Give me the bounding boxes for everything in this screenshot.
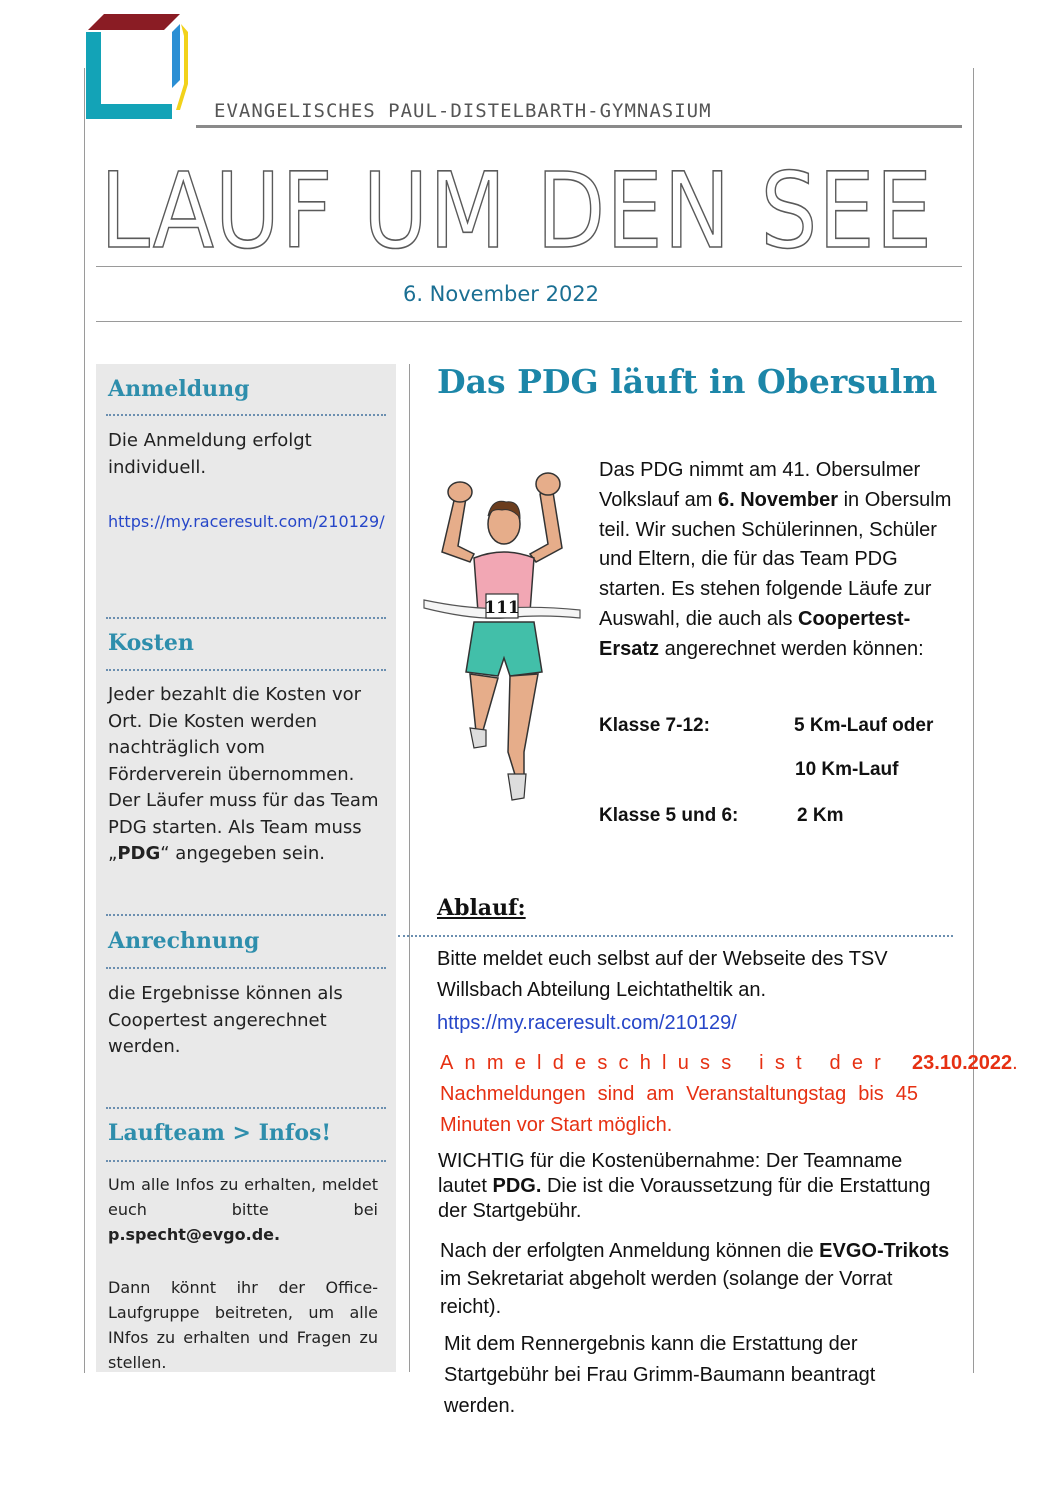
anmeldung-link-text[interactable]: https://my.raceresult.com/210129/ bbox=[108, 512, 385, 531]
laufteam-text-part: Um alle Infos zu erhalten, meldet euch bitte bei bbox=[108, 1175, 378, 1219]
intro-text-part: Das PDG nimmt am 41. Obersulmer Volkslauf am bbox=[599, 459, 921, 511]
kosten-text-bold: PDG bbox=[117, 843, 161, 864]
deadline-line bbox=[440, 1048, 1018, 1079]
header-rule bbox=[196, 125, 962, 128]
trikots-text-bold: EVGO-Trikots bbox=[819, 1240, 950, 1262]
ablauf-heading: Ablauf: bbox=[437, 895, 526, 921]
erstattung-text: Mit dem Rennergebnis kann die Erstattung der Startgebühr bei Frau Grimm-Baumann beantragt werden. bbox=[444, 1333, 876, 1417]
anmeldung-text: Die Anmeldung erfolgt individuell. bbox=[108, 430, 312, 478]
event-date: 6. November 2022 bbox=[402, 282, 600, 306]
race-klasse: Klasse 5 und 6: bbox=[599, 805, 739, 826]
race-klasse: Klasse 7-12: bbox=[599, 715, 710, 736]
dotted-divider bbox=[106, 967, 386, 969]
race-distance: 2 Km bbox=[797, 805, 844, 826]
runner-bib-number: 111 bbox=[484, 598, 520, 618]
dotted-divider bbox=[106, 1160, 386, 1162]
kosten-text-part: “ angegeben sein. bbox=[160, 843, 325, 864]
main-heading: Das PDG läuft in Obersulm bbox=[437, 362, 938, 401]
race-distance: 5 Km-Lauf oder bbox=[794, 715, 934, 736]
deadline-label: Anmeldeschluss ist der bbox=[440, 1052, 893, 1074]
sidebar-heading-kosten: Kosten bbox=[108, 630, 194, 656]
dotted-divider bbox=[106, 617, 386, 619]
trikots-text bbox=[440, 1237, 950, 1321]
frame-right-line bbox=[973, 68, 974, 1373]
column-divider bbox=[409, 364, 410, 1372]
ablauf-link-text[interactable]: https://my.raceresult.com/210129/ bbox=[437, 1012, 737, 1034]
wichtig-text-part: Die ist die Voraussetzung für die Erstattung der Startgebühr. bbox=[438, 1175, 931, 1222]
dotted-divider bbox=[106, 669, 386, 671]
dotted-divider bbox=[106, 1107, 386, 1109]
anmeldung-link[interactable] bbox=[108, 509, 384, 536]
dotted-divider bbox=[106, 914, 386, 916]
dotted-divider bbox=[106, 414, 386, 416]
laufteam-text-2: Dann könnt ihr der Office-Laufgruppe beitreten, um alle INfos zu erhalten und Fragen zu stellen. bbox=[108, 1278, 378, 1372]
page-title-text: LAUF UM DEN SEE bbox=[100, 150, 933, 272]
race-distance: 10 Km-Lauf bbox=[795, 759, 899, 780]
intro-text-bold: Coopertest-Ersatz bbox=[599, 607, 911, 660]
intro-text-bold: 6. November bbox=[717, 488, 839, 511]
sidebar-heading-laufteam: Laufteam > Infos! bbox=[108, 1120, 332, 1146]
wichtig-text-part: WICHTIG für die Kostenübernahme: Der Teamname lautet bbox=[438, 1150, 903, 1197]
ablauf-text: Bitte meldet euch selbst auf der Webseite des TSV Willsbach Abteilung Leichtatheltik an. bbox=[437, 948, 888, 1001]
sidebar-heading-anrechnung: Anrechnung bbox=[108, 928, 260, 954]
page-title bbox=[100, 150, 933, 272]
laufteam-email[interactable]: p.specht@evgo.de. bbox=[108, 1225, 281, 1244]
school-name: EVANGELISCHES PAUL-DISTELBARTH-GYMNASIUM bbox=[214, 100, 712, 122]
frame-left-line bbox=[84, 68, 85, 1373]
intro-text-part: in Obersulm teil. Wir suchen Schülerinnen, Schüler und Eltern, die für das Team PDG starten. Es stehen folgende Läufe zur Auswahl, die auch als bbox=[599, 488, 952, 630]
runner-illustration-icon bbox=[412, 462, 587, 807]
title-rule-bottom bbox=[96, 321, 962, 322]
kosten-text-part: Jeder bezahlt die Kosten vor Ort. Die Kosten werden nachträglich vom Förderverein übernommen. Der Läufer muss für das Team PDG starten. Als Team muss „ bbox=[108, 684, 379, 864]
deadline-date: 23.10.2022 bbox=[912, 1052, 1013, 1074]
intro-text bbox=[599, 456, 959, 665]
anrechnung-text: die Ergebnisse können als Coopertest angerechnet werden. bbox=[108, 983, 343, 1057]
sidebar-heading-anmeldung: Anmeldung bbox=[108, 376, 250, 402]
ablauf-link[interactable] bbox=[437, 1008, 737, 1039]
school-logo-icon bbox=[84, 10, 196, 122]
wichtig-text-bold: PDG. bbox=[492, 1175, 542, 1197]
kosten-text bbox=[108, 682, 384, 868]
laufteam-text bbox=[108, 1172, 378, 1247]
dotted-divider bbox=[398, 935, 953, 937]
deadline-period: . bbox=[1012, 1052, 1018, 1074]
intro-text-part: angerechnet werden können: bbox=[659, 637, 924, 660]
trikots-text-part: Nach der erfolgten Anmeldung können die bbox=[440, 1240, 820, 1262]
late-registration-text: Nachmeldungen sind am Veranstaltungstag bis 45 Minuten vor Start möglich. bbox=[440, 1083, 918, 1136]
wichtig-text bbox=[438, 1149, 948, 1224]
trikots-text-part: im Sekretariat abgeholt werden (solange der Vorrat reicht). bbox=[440, 1268, 893, 1318]
